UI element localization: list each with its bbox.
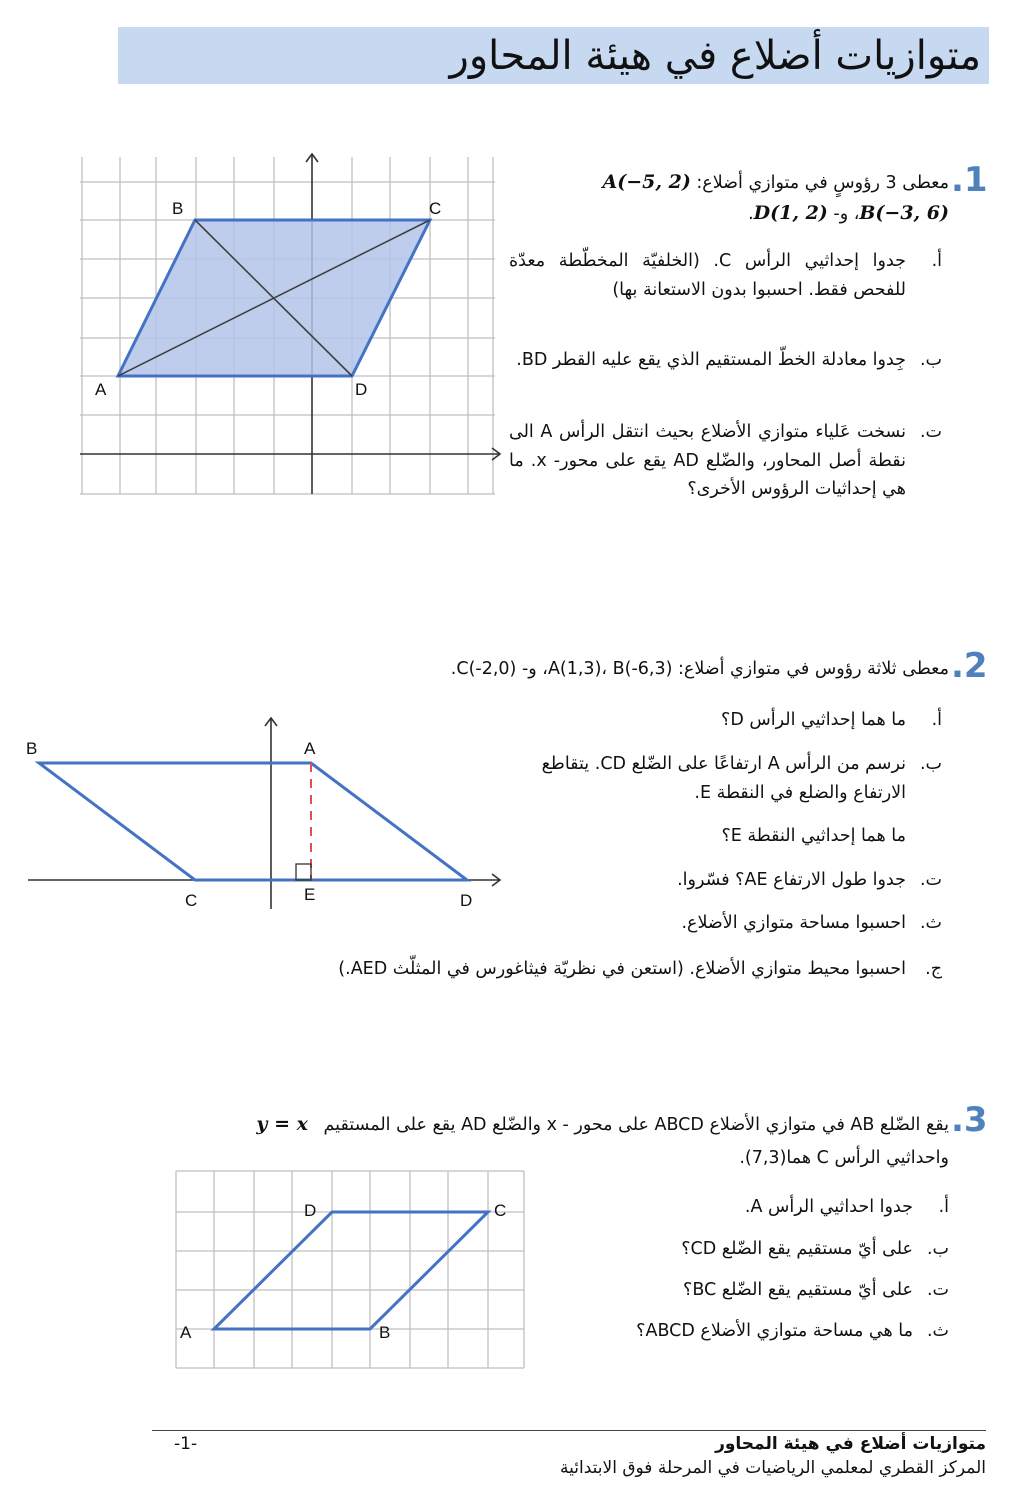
q2-item-a-text: ما هما إحداثيي الرأس D؟ xyxy=(721,710,906,730)
q3-item-c xyxy=(549,1276,949,1305)
q3-label-d: D xyxy=(304,1201,317,1220)
q2-item-b-text: نرسم من الرأس A ارتفاعًا على الضّلع CD. يتقاطع الارتفاع والضلع في النقطة E. xyxy=(541,754,906,803)
q2-item-b2 xyxy=(492,822,942,851)
q3-item-b xyxy=(549,1235,949,1264)
q2-number: .2 xyxy=(951,646,988,686)
page-title: متوازيات أضلاع في هيئة المحاور xyxy=(449,33,981,79)
q3-intro-line1 xyxy=(256,1109,949,1140)
q3-intro-line2: واحداثيي الرأس C هما(7,3). xyxy=(739,1148,949,1168)
q3-equation: y = x xyxy=(256,1113,308,1135)
q3-parallelogram-graph xyxy=(170,1166,532,1372)
q2-label-c: C xyxy=(185,891,198,910)
q2-label-b: B xyxy=(26,739,38,758)
q1-label-d: D xyxy=(355,380,368,399)
q1-item-b xyxy=(509,346,942,375)
q2-intro: معطى ثلاثة رؤوس في متوازي أضلاع: A(1,3)، B(-6,3)، و- C(-2,0). xyxy=(450,659,949,679)
q3-item-c-text: على أيّ مستقيم يقع الضّلع BC؟ xyxy=(683,1280,913,1300)
q1-item-b-marker: ب. xyxy=(919,350,942,370)
q2-item-a xyxy=(492,706,942,735)
q3-item-b-text: على أيّ مستقيم يقع الضّلع CD؟ xyxy=(681,1239,913,1259)
q2-label-a: A xyxy=(304,739,316,758)
q1-intro-line2 xyxy=(748,198,949,229)
q1-item-a xyxy=(509,247,942,304)
q1-item-c-marker: ت. xyxy=(919,422,942,442)
footer-organization: المركز القطري لمعلمي الرياضيات في المرحلة فوق الابتدائية xyxy=(560,1458,986,1478)
q2-item-c xyxy=(492,866,942,895)
q2-right-angle-mark xyxy=(296,864,311,880)
q1-number: .1 xyxy=(951,160,988,200)
q1-intro-sep: ، و- xyxy=(833,204,860,224)
q2-item-d xyxy=(492,909,942,938)
q3-item-d xyxy=(549,1317,949,1346)
q1-parallelogram-graph xyxy=(70,148,510,500)
q3-number: .3 xyxy=(951,1100,988,1140)
q2-item-e-text: احسبوا محيط متوازي الأضلاع. (استعن في نظريّة فيثاغورس في المثلّث AED.) xyxy=(338,959,906,979)
q1-intro-line1 xyxy=(603,167,949,198)
q1-label-c: C xyxy=(429,199,442,218)
footer-title: متوازيات أضلاع في هيئة المحاور xyxy=(715,1434,986,1454)
footer-divider xyxy=(152,1430,986,1431)
q3-item-a-marker: أ. xyxy=(938,1197,949,1217)
q3-parallelogram xyxy=(214,1212,488,1329)
q3-item-b-marker: ب. xyxy=(926,1239,949,1259)
q2-parallelogram-graph xyxy=(20,712,510,917)
q2-item-c-marker: ت. xyxy=(919,870,942,890)
q2-item-b xyxy=(522,750,942,807)
q2-item-d-marker: ث. xyxy=(919,913,942,933)
q2-label-e: E xyxy=(304,885,316,904)
q2-item-a-marker: أ. xyxy=(931,710,942,730)
q3-item-d-marker: ث. xyxy=(926,1321,949,1341)
q3-label-c: C xyxy=(494,1201,507,1220)
page-number: -1- xyxy=(174,1434,198,1454)
q1-item-b-text: جِدوا معادلة الخطّ المستقيم الذي يقع عليه القطر BD. xyxy=(516,350,906,370)
q1-coord-a: A(−5, 2) xyxy=(602,171,691,193)
q2-item-b-marker: ب. xyxy=(919,754,942,774)
q3-grid xyxy=(176,1171,524,1368)
q1-item-a-marker: أ. xyxy=(931,251,942,271)
q3-label-a: A xyxy=(180,1323,192,1342)
q1-label-b: B xyxy=(172,199,184,218)
q3-intro-text: يقع الضّلع AB في متوازي الأضلاع ABCD على محور - x والضّلع AD يقع على المستقيم xyxy=(323,1115,949,1135)
q2-parallelogram xyxy=(39,763,467,880)
q2-item-e-marker: ج. xyxy=(925,959,942,979)
q1-coord-b: B(−3, 6) xyxy=(859,202,949,224)
q3-item-a-text: جدوا احداثيي الرأس A. xyxy=(744,1197,913,1217)
q3-item-c-marker: ت. xyxy=(926,1280,949,1300)
q1-item-c xyxy=(509,418,942,504)
q1-coord-d: D(1, 2) xyxy=(753,202,828,224)
q2-item-b2-text: ما هما إحداثيي النقطة E؟ xyxy=(721,826,906,846)
q1-intro-text: معطى 3 رؤوسٍ في متوازي أضلاع: xyxy=(696,173,949,193)
q3-item-d-text: ما هي مساحة متوازي الأضلاع ABCD؟ xyxy=(636,1321,913,1341)
q1-item-c-text: نسخت عَلياء متوازي الأضلاع بحيث انتقل الرأس A الى نقطة أصل المحاور، والضّلع AD يقع على محور- x. ما هي إحداثيات الرؤوس الأخرى؟ xyxy=(509,422,906,499)
q1-label-a: A xyxy=(95,380,107,399)
q2-item-d-text: احسبوا مساحة متوازي الأضلاع. xyxy=(681,913,906,933)
q1-intro-end: . xyxy=(748,204,754,224)
q2-item-c-text: جدوا طول الارتفاع AE؟ فسّروا. xyxy=(677,870,906,890)
title-bar xyxy=(118,27,989,84)
q1-item-a-text: جدوا إحداثيي الرأس C. (الخلفيّة المخطّطة معدّة للفحص فقط. احسبوا بدون الاستعانة بها) xyxy=(509,251,906,300)
q3-item-a xyxy=(549,1193,949,1222)
q2-label-d: D xyxy=(460,891,473,910)
q3-label-b: B xyxy=(379,1323,391,1342)
q2-item-e xyxy=(222,955,942,984)
